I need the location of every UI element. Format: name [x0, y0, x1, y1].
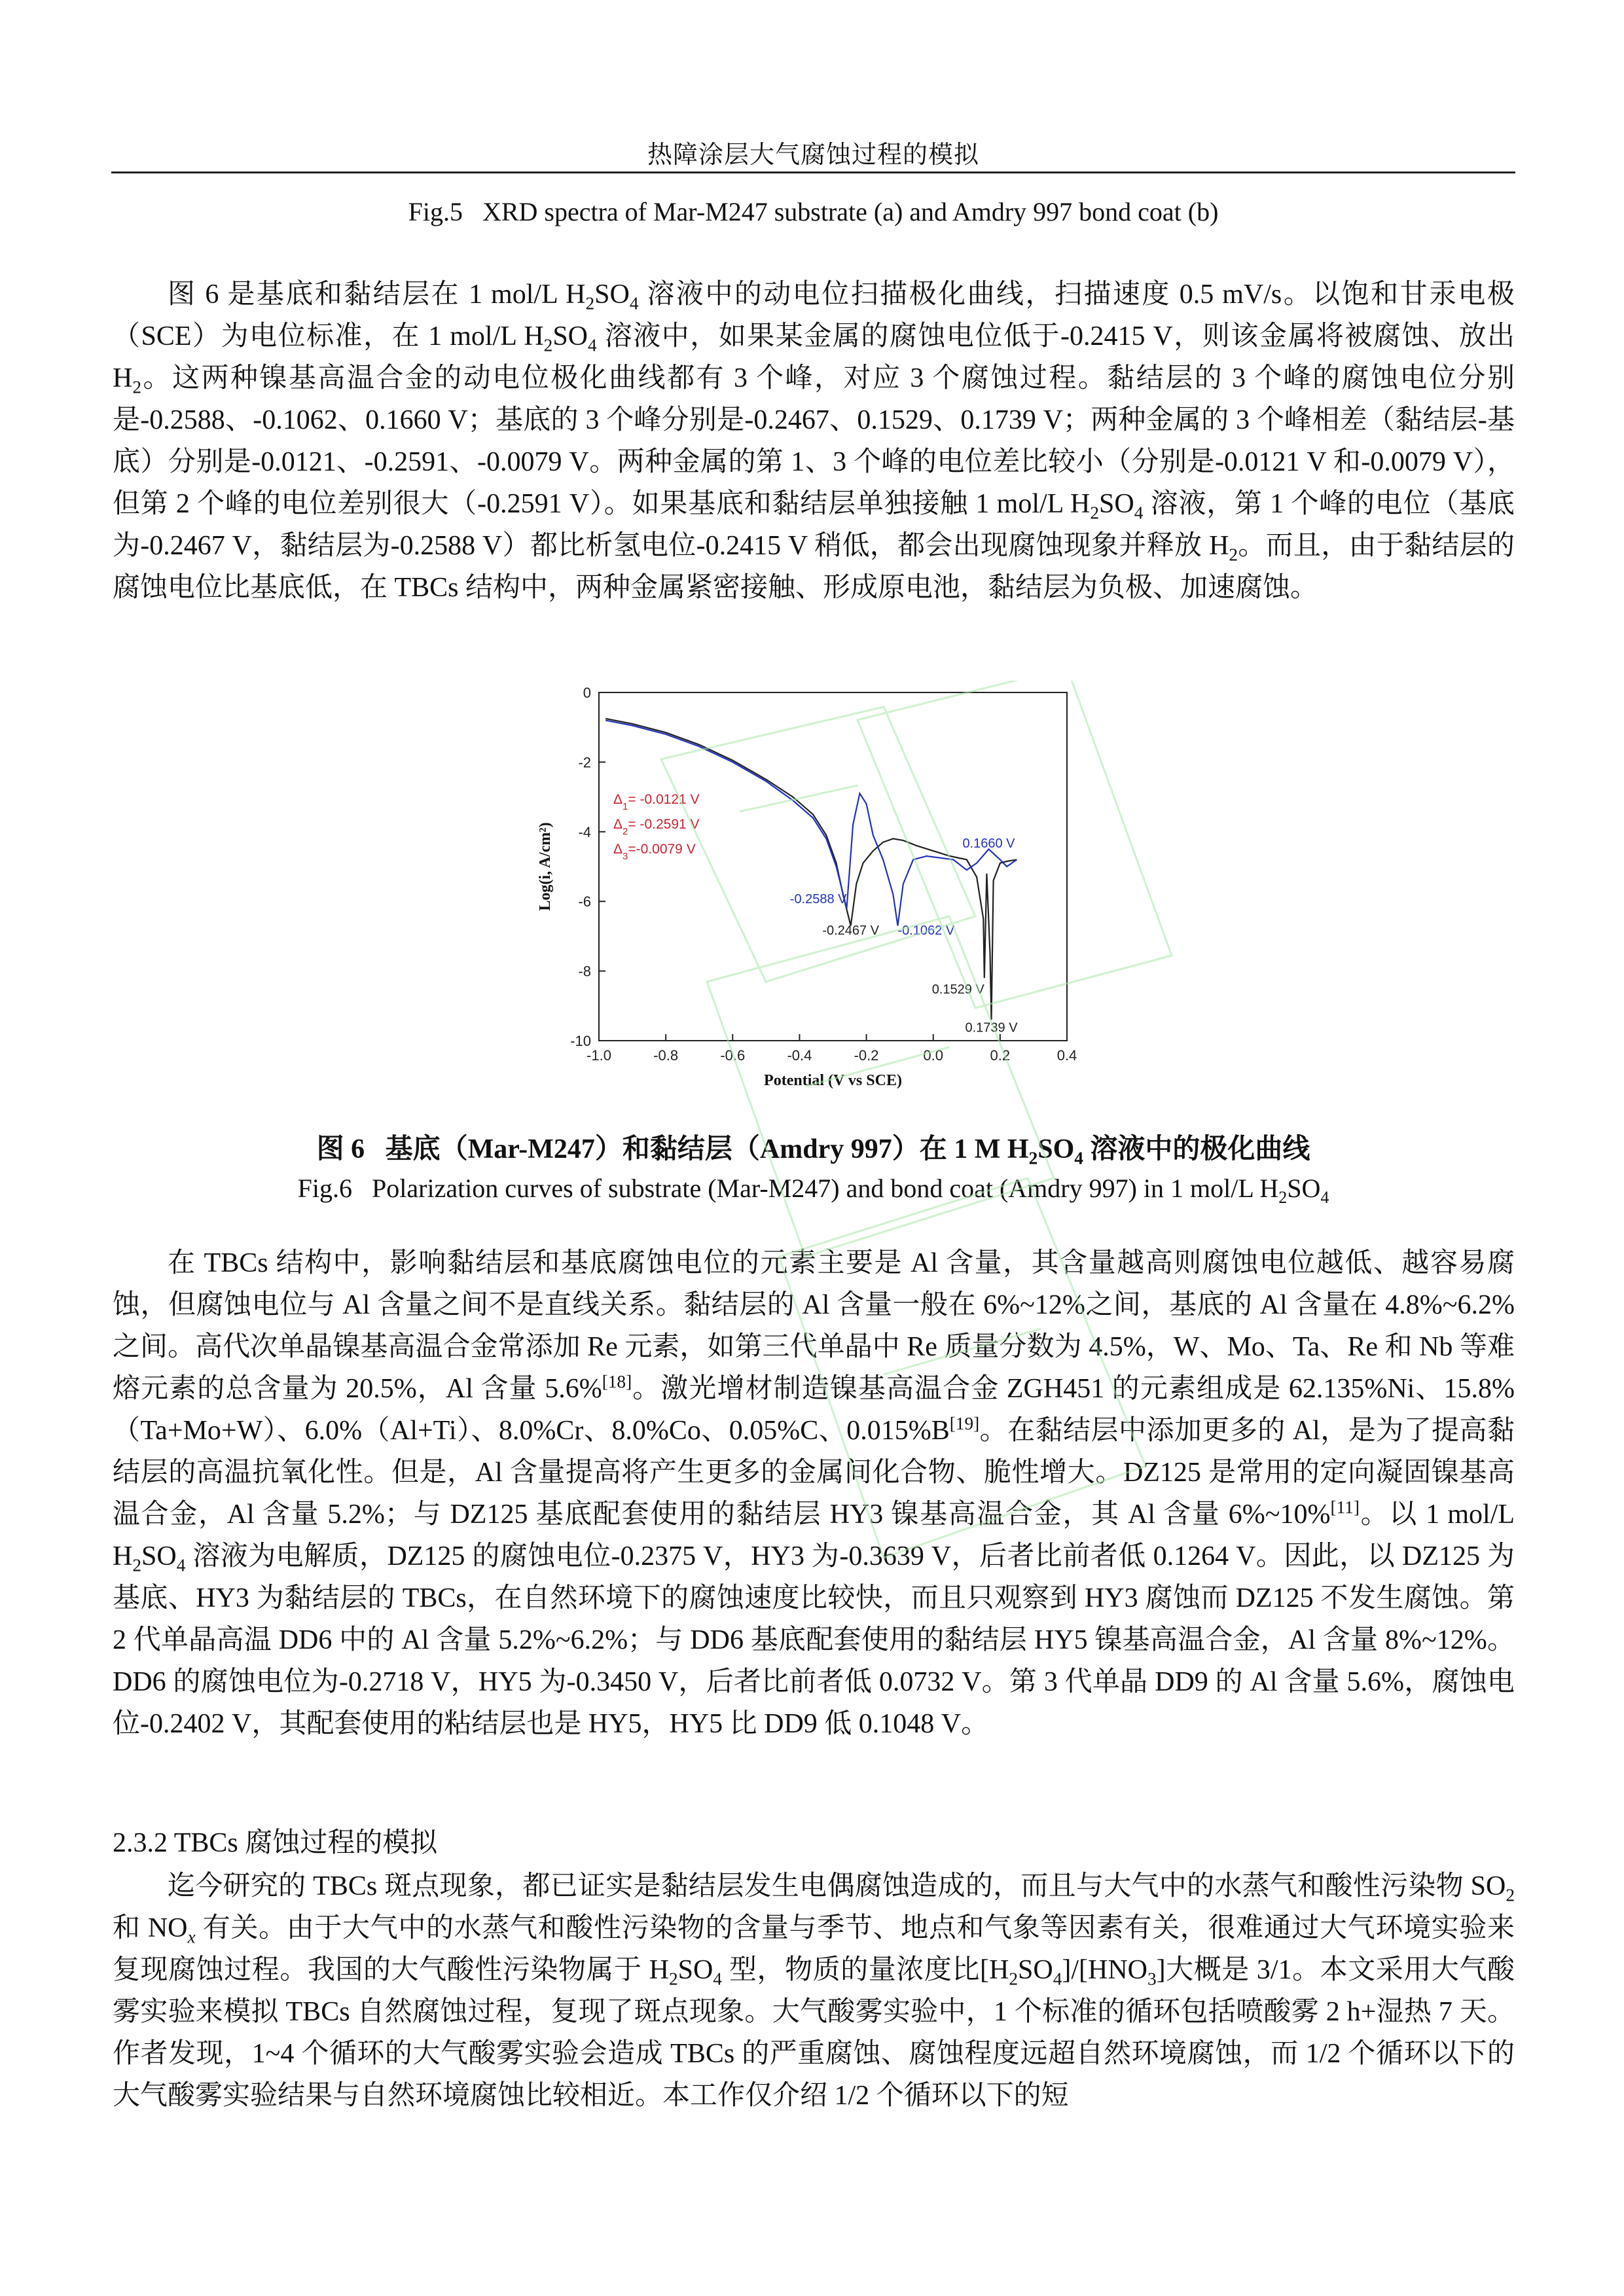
running-header: 热障涂层大气腐蚀过程的模拟: [647, 141, 979, 169]
x-tick-label: -0.4: [787, 1047, 812, 1064]
fig6-caption-cn: 图 6 基底（Mar-M247）和黏结层（Amdry 997）在 1 M $H_2SO_4$ 溶液中的极化曲线: [316, 1134, 1310, 1168]
fig5-caption-en: Fig.5 XRD spectra of Mar-M247 substrate (a) and Amdry 997 bond coat (b): [408, 197, 1219, 226]
x-tick-label: 0.0: [923, 1047, 944, 1064]
y-tick-label: -2: [578, 754, 591, 771]
x-tick-label: 0.4: [1056, 1047, 1077, 1064]
y-tick-label: -8: [578, 963, 591, 980]
x-axis-label: Potential (V vs SCE): [764, 1072, 902, 1089]
peak-annotation: 0.1529 V: [931, 982, 984, 997]
series-line-substrate: [605, 719, 1017, 1020]
x-tick-label: -0.2: [854, 1047, 879, 1064]
peak-annotation: 0.1660 V: [962, 836, 1015, 851]
paragraph-simulation: 迄今研究的 TBCs 斑点现象，都已证实是黏结层发生电偶腐蚀造成的，而且与大气中的水蒸气和酸性污染物 $SO_2$ 和 $NO_x$ 有关。由于大气中的水蒸气和酸性污染物的含量与季节、地点和气象等因素有关，很难通过大气环境实验来复现腐蚀过程。我国的大气酸性污染物属于 $H_2SO_4$ 型，物质的量浓度比$[H_2SO_4]/[HNO_3]$大概是 3/1。本文采用大气酸雾实验来模拟 TBCs 自然腐蚀过程，复现了斑点现象。大气酸雾实验中，1 个标准的循环包括喷酸雾 2 h+湿热 7 天。作者发现，1~4 个循环的大气酸雾实验会造成 TBCs 的严重腐蚀、腐蚀程度远超自然环境腐蚀，而 1/2 个循环以下的大气酸雾实验结果与自然环境腐蚀比较相近。本工作仅介绍 1/2 个循环以下的短: [113, 1871, 1515, 2111]
fig6-chart: [524, 674, 1113, 1119]
section-heading-2-3-2: 2.3.2 TBCs 腐蚀过程的模拟: [113, 1828, 438, 1858]
plot-frame: [599, 692, 1067, 1041]
fig6-caption-en: Fig.6 Polarization curves of substrate (Mar-M247) and bond coat (Amdry 997) in 1 mol/L $H_2SO_4$: [297, 1174, 1329, 1207]
delta-label: $\Delta_2= -0.2591$ V: [613, 817, 700, 837]
peak-annotation: -0.2467 V: [822, 923, 880, 938]
x-tick-label: -0.6: [720, 1047, 746, 1064]
y-tick-label: -6: [578, 893, 591, 910]
x-tick-label: -0.8: [653, 1047, 679, 1064]
peak-annotation: -0.1062 V: [897, 923, 955, 938]
x-tick-label: 0.2: [990, 1047, 1011, 1064]
x-tick-label: -1.0: [586, 1047, 611, 1064]
y-tick-label: 0: [583, 685, 591, 701]
peak-annotation: 0.1739 V: [965, 1020, 1018, 1035]
delta-label: $\Delta_3=-0.0079$ V: [613, 842, 696, 862]
y-axis-label: Log(i, A/cm²): [537, 822, 554, 911]
paragraph-fig6-description: 图 6 是基底和黏结层在 1 mol/L $H_2SO_4$ 溶液中的动电位扫描极化曲线，扫描速度 0.5 mV/s。以饱和甘汞电极（SCE）为电位标准，在 1 mol/L $H_2SO_4$ 溶液中，如果某金属的腐蚀电位低于-0.2415 V，则该金属将被腐蚀、放出 $H_2$。这两种镍基高温合金的动电位极化曲线都有 3 个峰，对应 3 个腐蚀过程。黏结层的 3 个峰的腐蚀电位分别是-0.2588、-0.1062、0.1660 V；基底的 3 个峰分别是-0.2467、0.1529、0.1739 V；两种金属的 3 个峰相差（黏结层-基底）分别是-0.0121、-0.2591、-0.0079 V。两种金属的第 1、3 个峰的电位差比较小（分别是-0.0121 V 和-0.0079 V），但第 2 个峰的电位差别很大（-0.2591 V）。如果基底和黏结层单独接触 1 mol/L $H_2SO_4$ 溶液，第 1 个峰的电位（基底为-0.2467 V，黏结层为-0.2588 V）都比析氢电位-0.2415 V 稍低，都会出现腐蚀现象并释放 $H_2$。而且，由于黏结层的腐蚀电位比基底低，在 TBCs 结构中，两种金属紧密接触、形成原电池，黏结层为负极、加速腐蚀。: [113, 279, 1515, 603]
peak-annotation: -0.2588 V: [789, 891, 847, 906]
header-rule: [111, 171, 1515, 173]
y-tick-label: -10: [570, 1033, 591, 1049]
paragraph-al-content: 在 TBCs 结构中，影响黏结层和基底腐蚀电位的元素主要是 Al 含量，其含量越高则腐蚀电位越低、越容易腐蚀，但腐蚀电位与 Al 含量之间不是直线关系。黏结层的 Al 含量一般在 6%~12%之间，基底的 Al 含量在 4.8%~6.2%之间。高代次单晶镍基高温合金常添加 Re 元素，如第三代单晶中 Re 质量分数为 4.5%，W、Mo、Ta、Re 和 Nb 等难熔元素的总含量为 20.5%，Al 含量 5.6%[18]。激光增材制造镍基高温合金 ZGH451 的元素组成是 62.135%Ni、15.8%（Ta+Mo+W）、6.0%（Al+Ti）、8.0%Cr、8.0%Co、0.05%C、0.015%B[19]。在黏结层中添加更多的 Al，是为了提高黏结层的高温抗氧化性。但是，Al 含量提高将产生更多的金属间化合物、脆性增大。DZ125 是常用的定向凝固镍基高温合金，Al 含量 5.2%；与 DZ125 基底配套使用的黏结层 HY3 镍基高温合金，其 Al 含量 6%~10%[11]。以 1 mol/L $H_2SO_4$ 溶液为电解质，DZ125 的腐蚀电位-0.2375 V，HY3 为-0.3639 V，后者比前者低 0.1264 V。因此，以 DZ125 为基底、HY3 为黏结层的 TBCs，在自然环境下的腐蚀速度比较快，而且只观察到 HY3 腐蚀而 DZ125 不发生腐蚀。第 2 代单晶高温 DD6 中的 Al 含量 5.2%~6.2%；与 DD6 基底配套使用的黏结层 HY5 镍基高温合金，Al 含量 8%~12%。DD6 的腐蚀电位为-0.2718 V，HY5 为-0.3450 V，后者比前者低 0.0732 V。第 3 代单晶 DD9 的 Al 含量 5.6%，腐蚀电位-0.2402 V，其配套使用的粘结层也是 HY5，HY5 比 DD9 低 0.1048 V。: [113, 1248, 1515, 1739]
polarization-chart-svg: [524, 674, 1113, 1119]
y-tick-label: -4: [578, 823, 591, 840]
delta-label: $\Delta_1= -0.0121$ V: [613, 792, 700, 812]
